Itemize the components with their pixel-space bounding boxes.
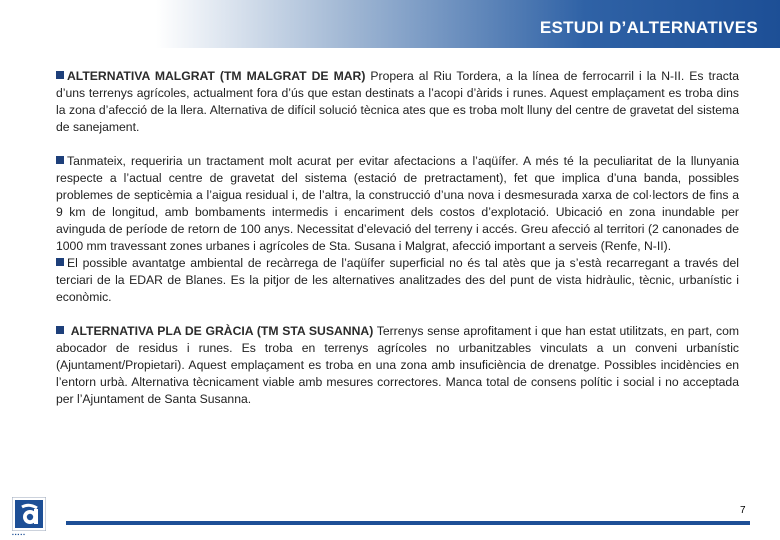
- paragraph-text: El possible avantatge ambiental de recàrrega de l’aqüífer superficial no és tal atès que ja s’està recarregant a través del terciari de la EDAR de Blanes. Es la pitjor de les alternatives analitzades des del punt de vista hidràulic, tècnic, urbanístic i econòmic.: [56, 256, 739, 304]
- page-number: 7: [740, 505, 746, 516]
- square-bullet-icon: [56, 71, 64, 79]
- paragraph-text: Terrenys sense aprofitament i que han estat utilitzats, en part, com abocador de residus i runes. Es troba en terrenys agrícoles no urbanitzables vinculats a un conveni urbanístic (Ajuntament/Propietari). Aquest emplaçament es troba en una zona amb insuficiència de drenatge. Possibles incidències en l’entorn urbà. Alternativa tècnicament viable amb mesures correctores. Manca total de consens polític i social i no acceptada per l’Ajuntament de Santa Susanna.: [56, 324, 740, 406]
- footer-rule: [66, 521, 750, 525]
- square-bullet-icon: [56, 326, 64, 334]
- paragraph-lead: ALTERNATIVA MALGRAT (TM MALGRAT DE MAR): [67, 69, 366, 83]
- page-title: ESTUDI D’ALTERNATIVES: [539, 18, 758, 37]
- company-logo: [12, 497, 46, 531]
- logo-caption: ▪▪▪▪▪: [12, 532, 26, 538]
- paragraph-text: Tanmateix, requeriria un tractament molt acurat per evitar afectacions a l’aqüífer. A més té la peculiaritat de la llunyania respecte a l’actual centre de gravetat del sistema (estació de pretractament), fet que implica d’una banda, possibles problemes de septicèmia a l’aigua residual i, de l’altra, la construcció d’una nova i desmesurada xarxa de col·lectors de fins a 9 km de longitud, amb bombaments intermedis i encariment dels costos d’explotació. Ubicació en zona inundable per avinguda de període de retorn de 100 anys. Necessitat d’elevació del terreny i accés. Greu afecció al territori (2 canonades de 1000 mm travessant zones urbanes i agrícoles de Sta. Susana i Malgrat, afecció important a serveis (Renfe, N-II).: [56, 154, 739, 253]
- square-bullet-icon: [56, 156, 64, 164]
- paragraph-alternativa-malgrat: [56, 68, 739, 136]
- square-bullet-icon: [56, 258, 64, 266]
- document-body: [56, 68, 739, 408]
- paragraph-tanmateix: [56, 153, 739, 255]
- paragraph-text: Propera al Riu Tordera, a la línea de ferrocarril i la N-II. Es tracta d’uns terrenys agrícoles, actualment fora d’ús que estan destinats a l’acopi d’àrids i runes. Aquest emplaçament es troba dins la zona d’afecció de la llera. Alternativa de difícil solució tècnica ates que es troba molt lluny del centre de gravetat del sistema de sanejament.: [56, 69, 739, 134]
- paragraph-avantatge: [56, 255, 739, 306]
- paragraph-alternativa-pla-de-gracia: [56, 323, 739, 408]
- paragraph-lead: ALTERNATIVA PLA DE GRÀCIA (TM STA SUSANNA): [70, 324, 374, 338]
